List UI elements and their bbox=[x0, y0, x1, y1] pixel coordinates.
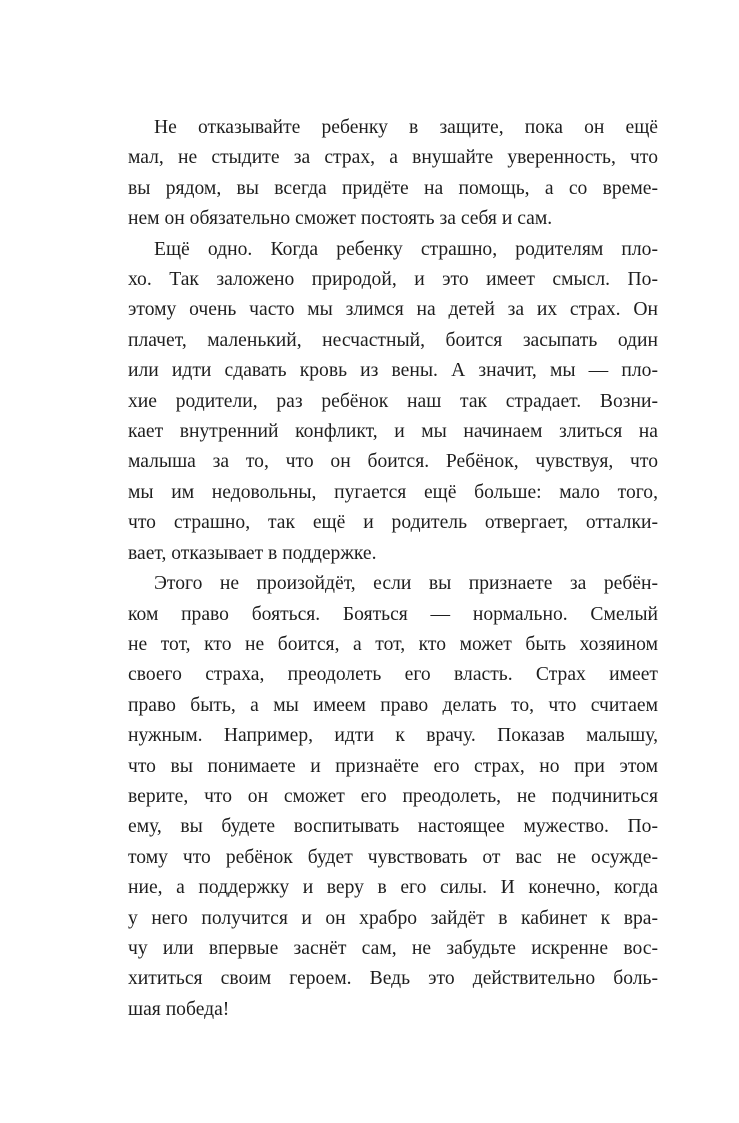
text-line: или идти сдавать кровь из вены. А значит, мы — пло- bbox=[128, 360, 658, 382]
paragraph-3 bbox=[128, 569, 658, 1025]
text-line: своего страха, преодолеть его власть. Страх имеет bbox=[128, 664, 658, 686]
text-line: что вы понимаете и признаёте его страх, но при этом bbox=[128, 755, 658, 777]
paragraph-2 bbox=[128, 235, 658, 569]
text-line: Не отказывайте ребенку в защите, пока он ещё bbox=[154, 117, 658, 138]
text-line: ние, а поддержку и веру в его силы. И конечно, когда bbox=[128, 877, 658, 899]
text-line: хие родители, раз ребёнок наш так страдает. Возни- bbox=[128, 390, 658, 412]
text-line: что страшно, так ещё и родитель отвергает, отталки- bbox=[128, 512, 658, 534]
text-line: хо. Так заложено природой, и это имеет смысл. По- bbox=[128, 269, 658, 291]
text-line: вает, отказывает в поддержке. bbox=[128, 542, 377, 564]
body-text bbox=[128, 113, 658, 1025]
text-line: право быть, а мы имеем право делать то, что считаем bbox=[128, 694, 658, 716]
text-line: у него получится и он храбро зайдёт в кабинет к вра- bbox=[128, 907, 658, 929]
text-line: хититься своим героем. Ведь это действительно боль- bbox=[128, 968, 658, 990]
text-line: верите, что он сможет его преодолеть, не подчиниться bbox=[128, 785, 658, 807]
text-line: плачет, маленький, несчастный, боится засыпать один bbox=[128, 329, 658, 351]
text-line: Этого не произойдёт, если вы признаете за ребён- bbox=[154, 573, 658, 595]
text-line: чу или впервые заснёт сам, не забудьте искренне вос- bbox=[128, 937, 658, 959]
text-line: мал, не стыдите за страх, а внушайте уверенность, что bbox=[128, 147, 658, 169]
text-line: вы рядом, вы всегда придёте на помощь, а со време- bbox=[128, 177, 658, 199]
text-line: не тот, кто не боится, а тот, кто может быть хозяином bbox=[128, 633, 658, 655]
text-line: малыша за то, что он боится. Ребёнок, чувствуя, что bbox=[128, 451, 658, 473]
paragraph-1 bbox=[128, 113, 658, 235]
text-line: шая победа! bbox=[128, 998, 230, 1020]
text-line: тому что ребёнок будет чувствовать от вас не осужде- bbox=[128, 846, 658, 868]
text-line: нем он обязательно сможет постоять за себя и сам. bbox=[128, 208, 553, 230]
text-line: этому очень часто мы злимся на детей за их страх. Он bbox=[128, 299, 658, 321]
text-line: мы им недовольны, пугается ещё больше: мало того, bbox=[128, 481, 658, 503]
text-line: ему, вы будете воспитывать настоящее мужество. По- bbox=[128, 816, 658, 838]
text-line: ком право бояться. Бояться — нормально. Смелый bbox=[128, 603, 658, 625]
text-line: нужным. Например, идти к врачу. Показав малышу, bbox=[128, 725, 658, 747]
text-line: кает внутренний конфликт, и мы начинаем злиться на bbox=[128, 421, 658, 443]
text-line: Ещё одно. Когда ребенку страшно, родителям пло- bbox=[154, 238, 658, 260]
